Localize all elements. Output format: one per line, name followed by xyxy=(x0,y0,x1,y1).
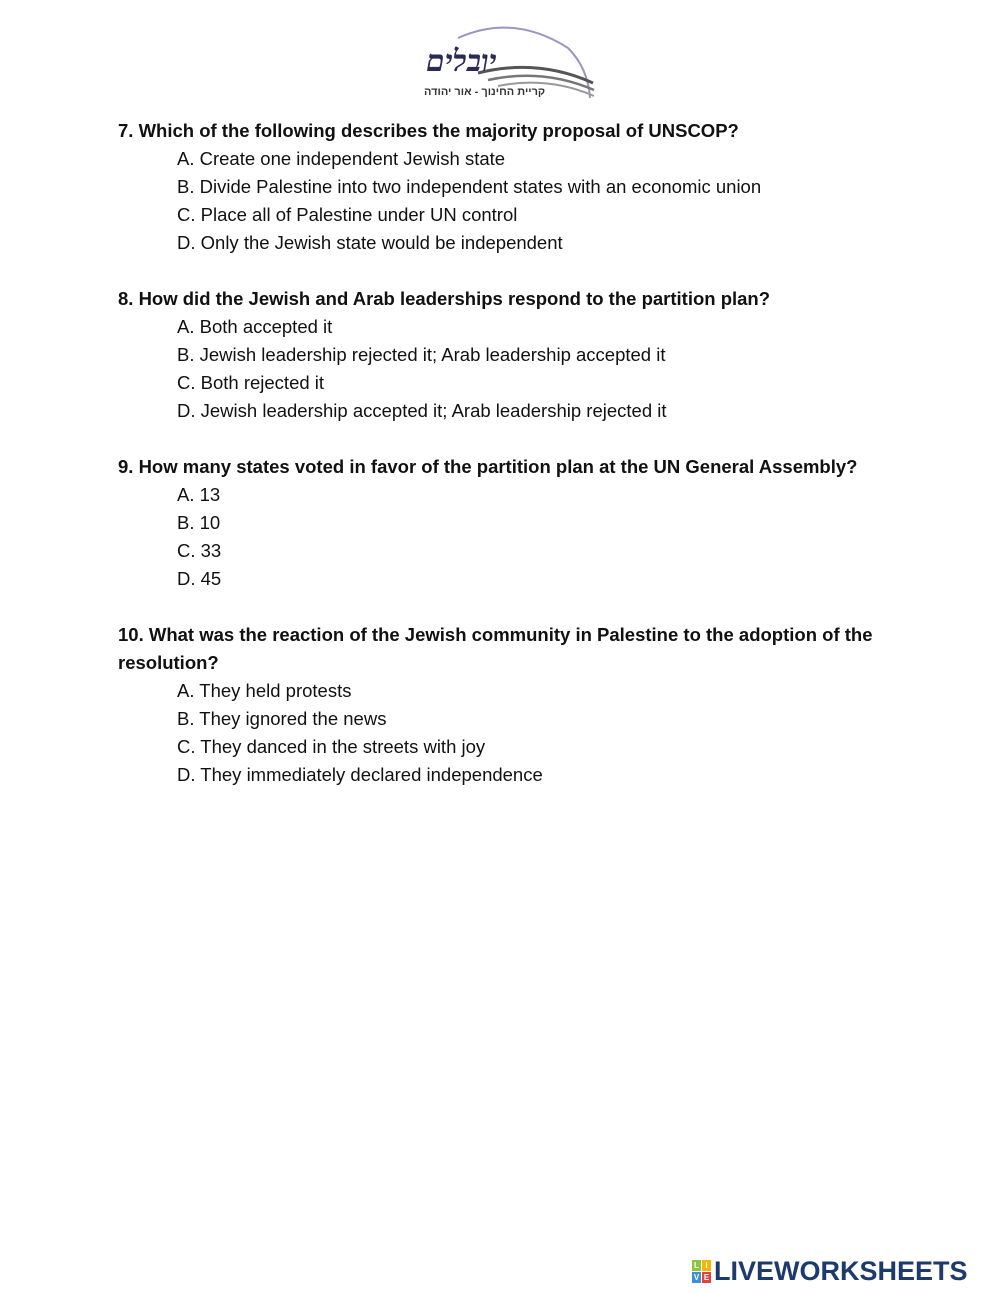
option-b[interactable]: B. Divide Palestine into two independent states with an economic union xyxy=(177,176,762,197)
question-title: 9. How many states voted in favor of the partition plan at the UN General Assembly? xyxy=(118,456,858,477)
option-b[interactable]: B. They ignored the news xyxy=(177,708,387,729)
option-b[interactable]: B. Jewish leadership rejected it; Arab leadership accepted it xyxy=(177,344,666,365)
option-d[interactable]: D. Jewish leadership accepted it; Arab leadership rejected it xyxy=(177,400,667,421)
option-b[interactable]: B. 10 xyxy=(177,512,221,533)
option-a[interactable]: A. 13 xyxy=(177,484,221,505)
question-8 xyxy=(118,285,938,425)
question-9 xyxy=(118,453,938,593)
liveworksheets-logo xyxy=(692,1256,968,1287)
option-a[interactable]: A. Create one independent Jewish state xyxy=(177,148,506,169)
question-title: 8. How did the Jewish and Arab leaderships respond to the partition plan? xyxy=(118,288,771,309)
option-c[interactable]: C. 33 xyxy=(177,540,222,561)
block-e: E xyxy=(703,1273,710,1282)
block-l: L xyxy=(692,1260,701,1271)
school-logo xyxy=(418,18,598,110)
option-d[interactable]: D. Only the Jewish state would be independent xyxy=(177,232,563,253)
question-title: 10. What was the reaction of the Jewish community in Palestine to the adoption of the resolution? xyxy=(118,624,873,673)
option-d[interactable]: D. 45 xyxy=(177,568,222,589)
option-a[interactable]: A. Both accepted it xyxy=(177,316,333,337)
logo-name: יובלים xyxy=(426,44,497,79)
brand-text: LIVEWORKSHEETS xyxy=(714,1256,968,1286)
block-i: I xyxy=(702,1260,711,1271)
option-c[interactable]: C. They danced in the streets with joy xyxy=(177,736,486,757)
option-c[interactable]: C. Place all of Palestine under UN control xyxy=(177,204,518,225)
question-7 xyxy=(118,117,938,257)
live-blocks-icon xyxy=(692,1260,711,1283)
block-v: V xyxy=(693,1273,700,1282)
option-c[interactable]: C. Both rejected it xyxy=(177,372,325,393)
question-title: 7. Which of the following describes the majority proposal of UNSCOP? xyxy=(118,120,739,141)
option-a[interactable]: A. They held protests xyxy=(177,680,352,701)
option-d[interactable]: D. They immediately declared independence xyxy=(177,764,543,785)
question-10 xyxy=(118,621,938,789)
logo-subtitle: קריית החינוך - אור יהודה xyxy=(424,86,546,98)
